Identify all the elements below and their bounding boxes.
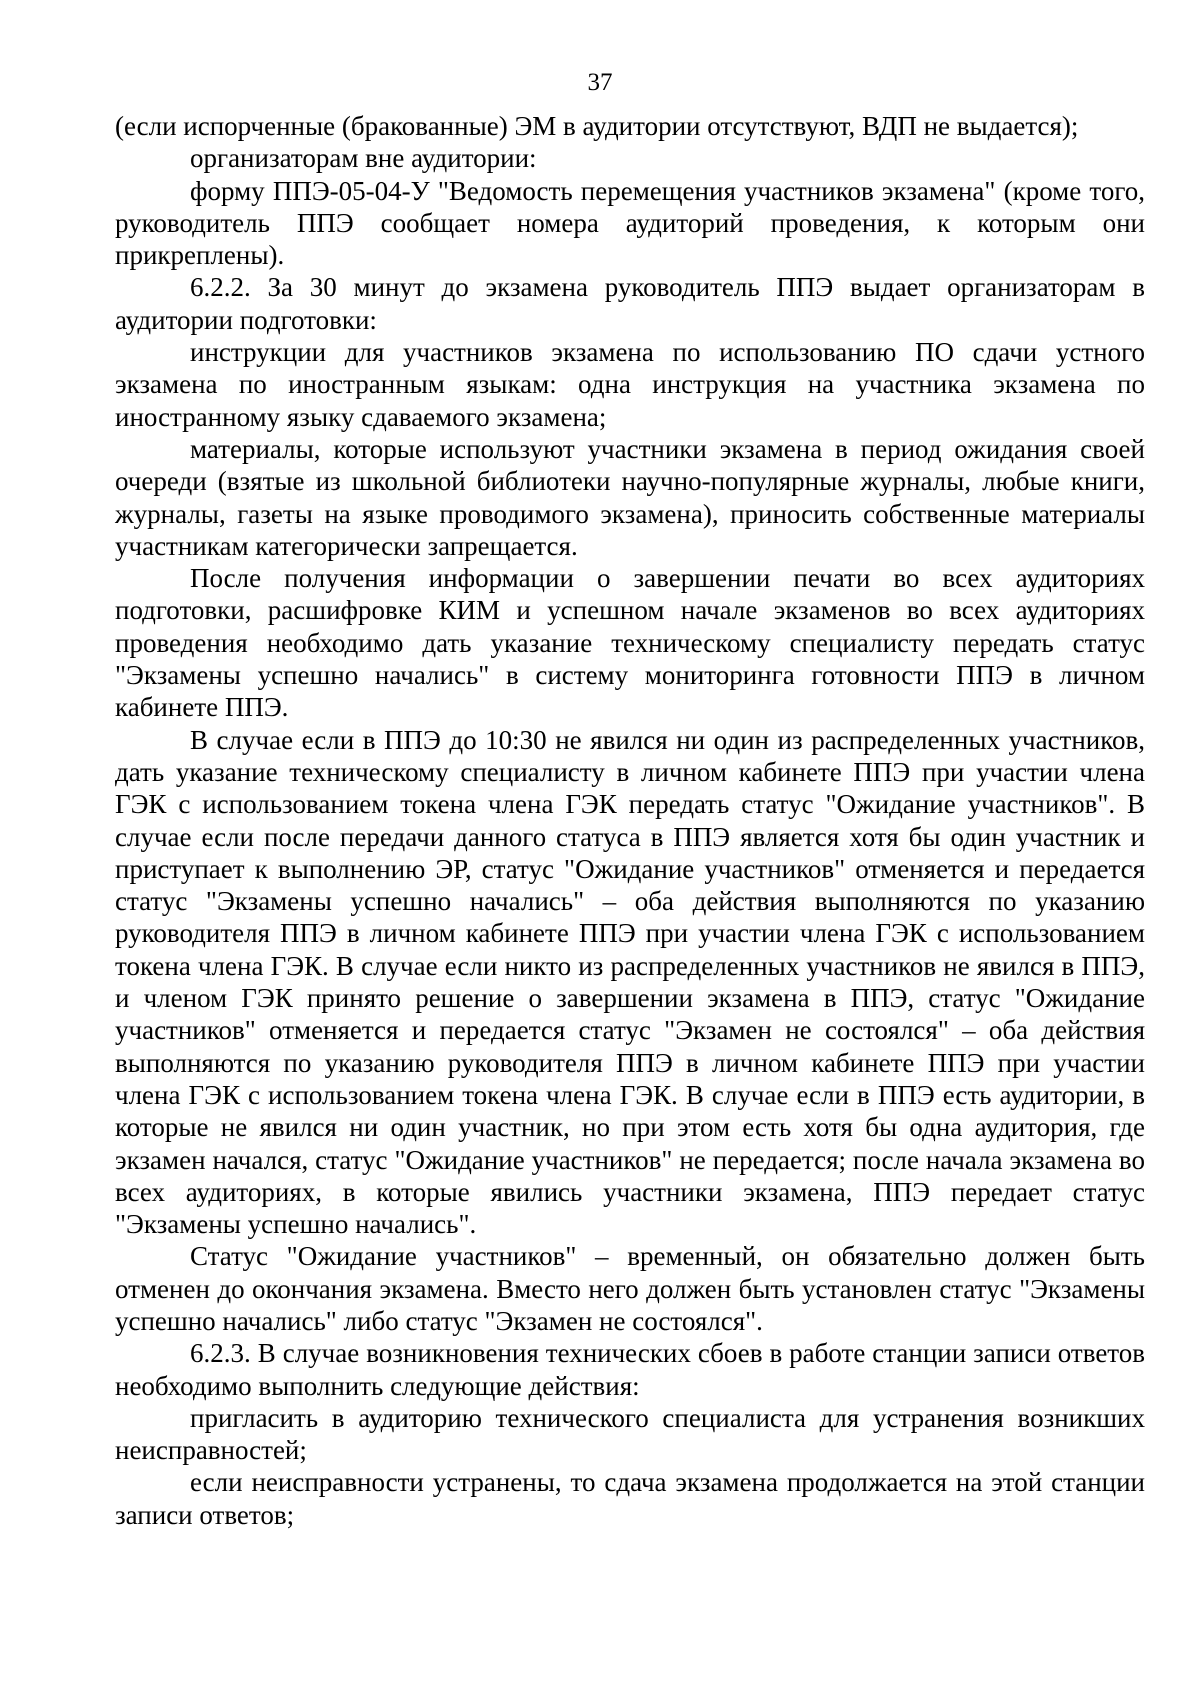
paragraph-waiting-materials: материалы, которые используют участники экзамена в период ожидания своей очереди (взятые из школьной библиотеки научно-популярные журналы, любые книги, журналы, газеты на языке проводимого экзамена), приносить собственные материалы участникам категорически запрещается. xyxy=(115,433,1145,561)
paragraph-exams-started-status: После получения информации о завершении печати во всех аудиториях подготовки, расшифровке КИМ и успешном начале экзаменов во всех аудиториях проведения необходимо дать указание техническому специалисту передать статус "Экзамены успешно начались" в систему мониторинга готовности ППЭ в личном кабинете ППЭ. xyxy=(115,563,1145,723)
paragraph-section-6-2-2: 6.2.2. За 30 минут до экзамена руководитель ППЭ выдает организаторам в аудитории подготовки: xyxy=(115,272,1145,335)
paragraph-continue-exam: если неисправности устранены, то сдача экзамена продолжается на этой станции записи ответов; xyxy=(115,1467,1145,1530)
paragraph-section-6-2-3: 6.2.3. В случае возникновения технических сбоев в работе станции записи ответов необходимо выполнить следующие действия: xyxy=(115,1338,1145,1401)
paragraph-temporary-status: Статус "Ожидание участников" – временный, он обязательно должен быть отменен до окончания экзамена. Вместо него должен быть установлен статус "Экзамены успешно начались" либо статус "Экзамен не состоялся". xyxy=(115,1241,1145,1336)
document-body xyxy=(115,110,1145,1531)
paragraph-instructions: инструкции для участников экзамена по использованию ПО сдачи устного экзамена по иностранным языкам: одна инструкция на участника экзамена по иностранному языку сдаваемого экзамена; xyxy=(115,337,1145,432)
paragraph-invite-technician: пригласить в аудиторию технического специалиста для устранения возникших неисправностей; xyxy=(115,1402,1145,1466)
paragraph-form-ppe-05-04-u: форму ППЭ-05-04-У "Ведомость перемещения участников экзамена" (кроме того, руководитель ППЭ сообщает номера аудиторий проведения, к которым они прикреплены). xyxy=(115,175,1145,271)
paragraph-defective-materials: (если испорченные (бракованные) ЭМ в аудитории отсутствуют, ВДП не выдается); xyxy=(115,111,1079,141)
paragraph-waiting-participants-status: В случае если в ППЭ до 10:30 не явился ни один из распределенных участников, дать указание техническому специалисту в личном кабинете ППЭ при участии члена ГЭК с использованием токена члена ГЭК передать статус "Ожидание участников". В случае если после передачи данного статуса в ППЭ является хотя бы один участник и приступает к выполнению ЭР, статус "Ожидание участников" отменяется и передается статус "Экзамены успешно начались" – оба действия выполняются по указанию руководителя ППЭ в личном кабинете ППЭ при участии члена ГЭК с использованием токена члена ГЭК. В случае если никто из распределенных участников не явился в ППЭ, и членом ГЭК принято решение о завершении экзамена в ППЭ, статус "Ожидание участников" отменяется и передается статус "Экзамен не состоялся" – оба действия выполняются по указанию руководителя ППЭ в личном кабинете ППЭ при участии члена ГЭК с использованием токена члена ГЭК. В случае если в ППЭ есть аудитории, в которые не явился ни один участник, но при этом есть хотя бы одна аудитория, где экзамен начался, статус "Ожидание участников" не передается; после начала экзамена во всех аудиториях, в которые явились участники экзамена, ППЭ передает статус "Экзамены успешно начались". xyxy=(115,724,1145,1240)
paragraph-outside-organizers: организаторам вне аудитории: xyxy=(190,143,537,174)
page-number: 37 xyxy=(587,69,613,96)
